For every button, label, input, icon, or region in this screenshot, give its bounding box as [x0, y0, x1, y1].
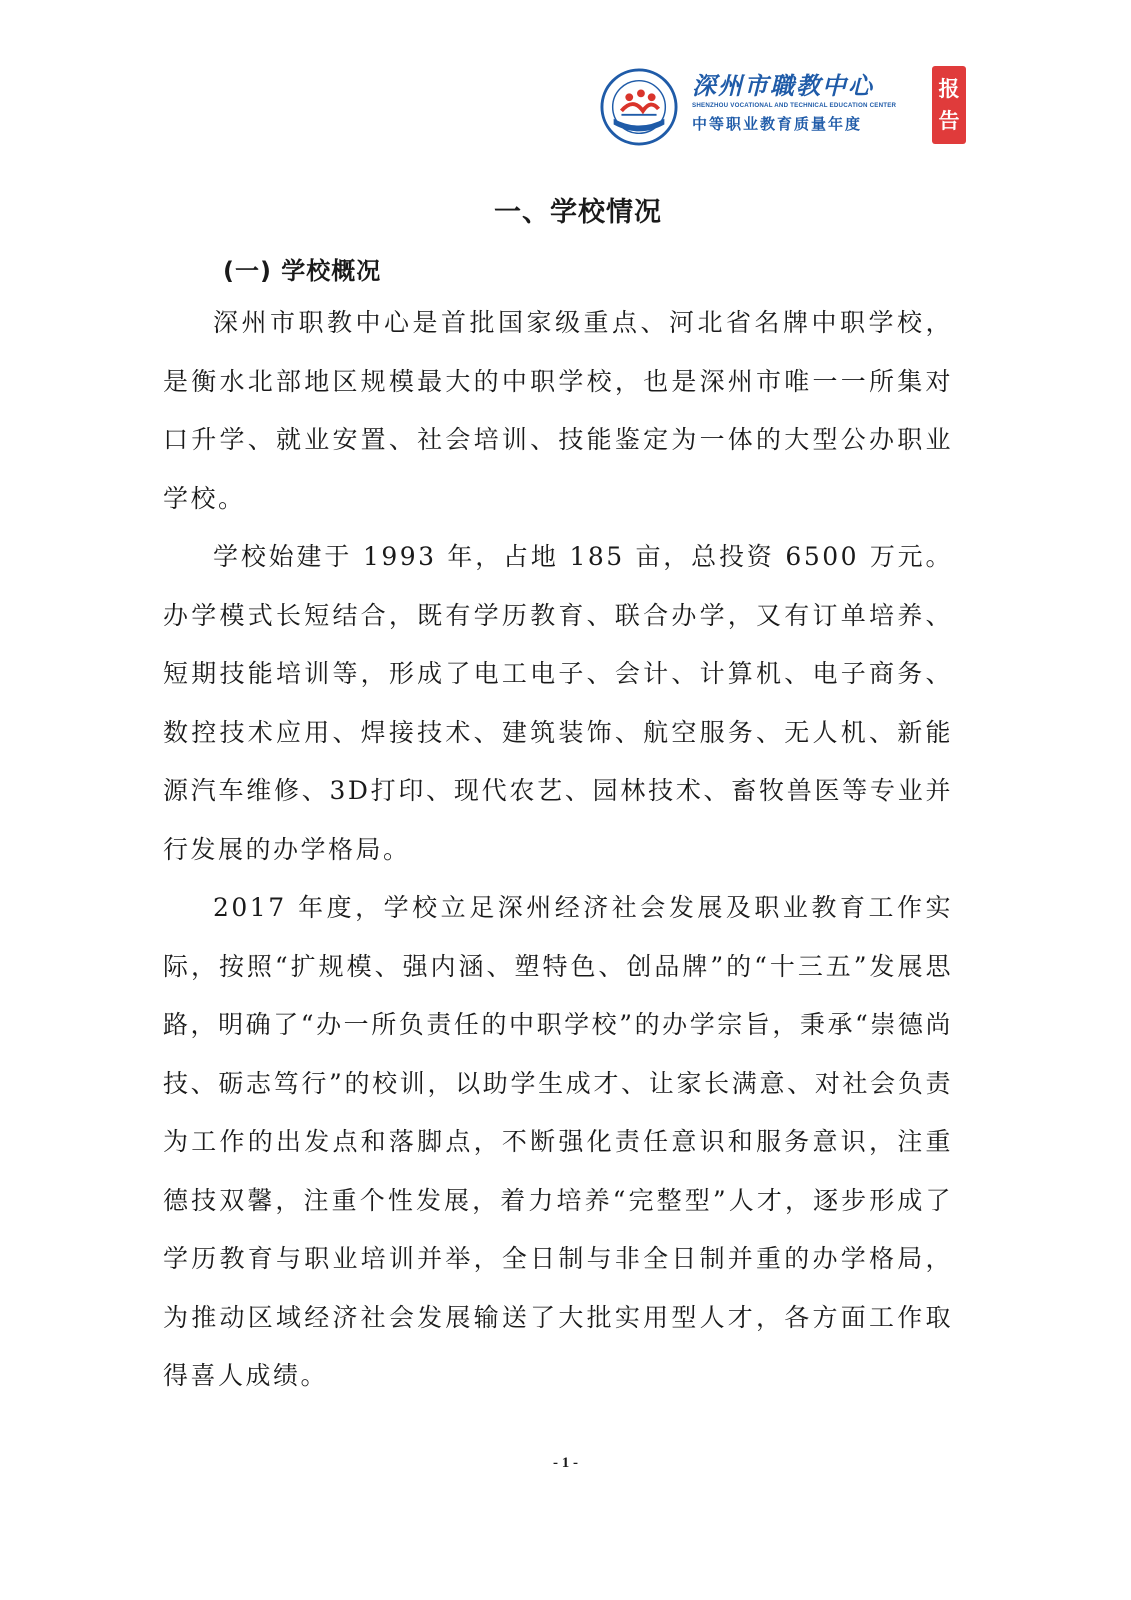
paragraph-1: 深州市职教中心是首批国家级重点、河北省名牌中职学校，是衡水北部地区规模最大的中职学校，也是深州市唯一一所集对口升学、就业安置、社会培训、技能鉴定为一体的大型公办职业学校。 [163, 308, 953, 513]
brand-title: 深州市職教中心 [692, 72, 874, 100]
brand-subtitle: 中等职业教育质量年度 [692, 115, 863, 133]
report-tag [932, 66, 966, 144]
school-seal-logo [600, 68, 678, 146]
paragraph-2: 学校始建于 1993 年，占地 185 亩，总投资 6500 万元。办学模式长短结合，既有学历教育、联合办学，又有订单培养、短期技能培训等，形成了电工电子、会计、计算机、电子商务、数控技术应用、焊接技术、建筑装饰、航空服务、无人机、新能源汽车维修、3D打印、现代农艺、园林技术、畜牧兽医等专业并行发展的办学格局。 [163, 542, 953, 864]
document-body [163, 190, 953, 1406]
subsection-title: (一) 学校概况 [223, 257, 382, 285]
paragraph-3: 2017 年度，学校立足深州经济社会发展及职业教育工作实际，按照“扩规模、强内涵、塑特色、创品牌”的“十三五”发展思路，明确了“办一所负责任的中职学校”的办学宗旨，秉承“崇德尚技、砺志笃行”的校训，以助学生成才、让家长满意、对社会负责为工作的出发点和落脚点，不断强化责任意识和服务意识，注重德技双馨，注重个性发展，着力培养“完整型”人才，逐步形成了学历教育与职业培训并举，全日制与非全日制并重的办学格局，为推动区域经济社会发展输送了大批实用型人才，各方面工作取得喜人成绩。 [163, 893, 953, 1390]
report-tag-char-1: 报 [938, 77, 960, 101]
report-tag-char-2: 告 [938, 109, 960, 133]
brand-block [692, 72, 922, 134]
page-header [600, 66, 970, 150]
page-number: - 1 - [553, 1455, 578, 1471]
brand-english-name: SHENZHOU VOCATIONAL AND TECHNICAL EDUCATION CENTER [692, 102, 897, 109]
section-title: 一、学校情况 [494, 197, 662, 228]
